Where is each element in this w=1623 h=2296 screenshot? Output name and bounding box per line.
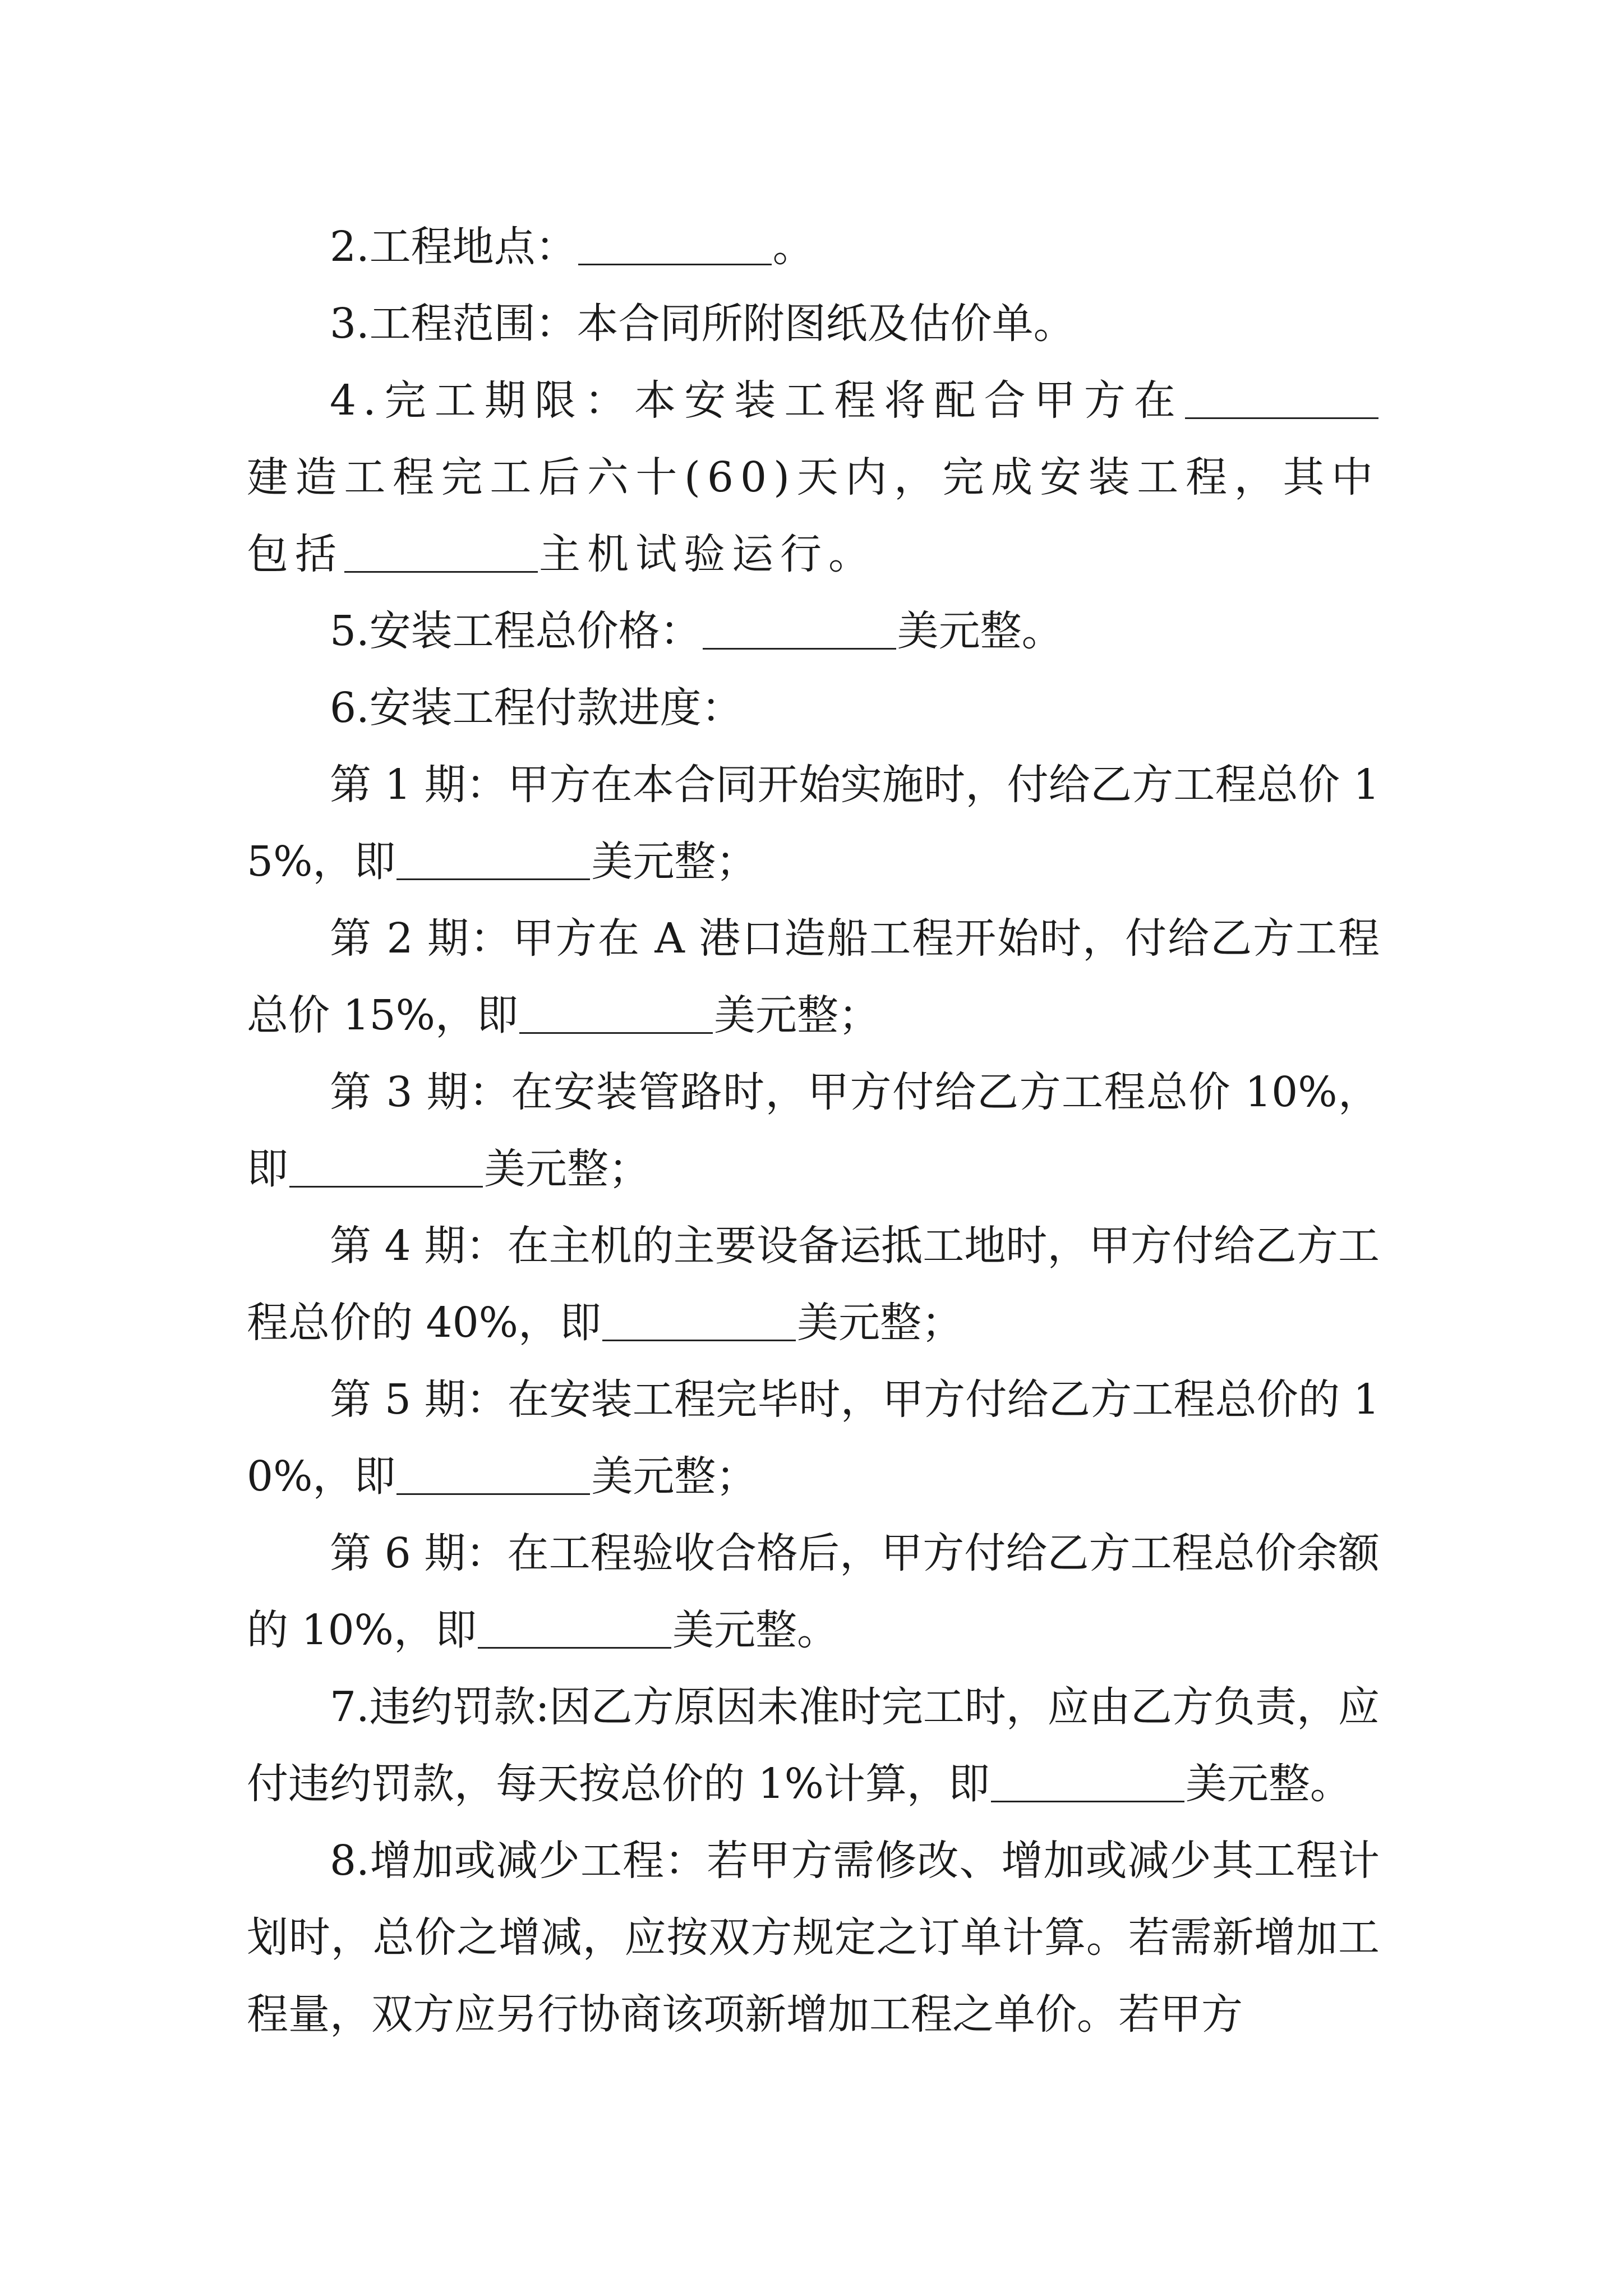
clause-text: 美元整； — [484, 1145, 650, 1193]
clause-text: 第 5 期：在安装工程完毕时，甲方付给乙方工程总价的 10%，即 — [247, 1375, 1380, 1501]
contract-body — [247, 209, 1380, 2053]
fill-blank[interactable] — [1185, 376, 1378, 419]
clause-text: 4.完工期限：本安装工程将配合甲方在 — [330, 376, 1184, 425]
clause-text: 美元整。 — [897, 607, 1063, 655]
fill-blank[interactable] — [344, 530, 538, 573]
fill-blank[interactable] — [703, 606, 896, 650]
clause-text: 美元整； — [591, 838, 758, 886]
fill-blank[interactable] — [478, 1605, 671, 1649]
clause-scope — [247, 286, 1380, 362]
fill-blank[interactable] — [289, 1144, 483, 1188]
clause-text: 7.违约罚款:因乙方原因未准时完工时，应由乙方负责，应付违约罚款，每天按总价的 1%计算，即 — [247, 1683, 1380, 1808]
clause-text: 第 1 期：甲方在本合同开始实施时，付给乙方工程总价 15%，即 — [247, 761, 1380, 886]
payment-installment-5 — [247, 1361, 1380, 1515]
clause-text: 6.安装工程付款进度： — [330, 684, 743, 732]
clause-text: 主机试验运行。 — [539, 530, 877, 578]
payment-installment-2 — [247, 900, 1380, 1054]
fill-blank[interactable] — [578, 222, 772, 265]
clause-text: 美元整； — [714, 991, 880, 1039]
clause-text: 美元整。 — [672, 1606, 838, 1654]
clause-text: 2.工程地点： — [330, 223, 577, 271]
clause-text: 8.增加或减少工程：若甲方需修改、增加或减少其工程计划时，总价之增减，应按双方规定之订单计算。若需新增加工程量，双方应另行协商该项新增加工程之单价。若甲方 — [247, 1837, 1380, 2039]
clause-text: 美元整。 — [1185, 1760, 1352, 1808]
fill-blank[interactable] — [519, 991, 713, 1034]
clause-text: 第 2 期：甲方在 A 港口造船工程开始时，付给乙方工程总价 15%，即 — [247, 914, 1380, 1039]
payment-installment-3 — [247, 1054, 1380, 1208]
clause-text: 建造工程完工后六十(60)天内，完成安装工程，其中包括 — [247, 453, 1380, 578]
clause-penalty — [247, 1669, 1380, 1823]
payment-installment-6 — [247, 1515, 1380, 1669]
clause-text: 美元整； — [797, 1299, 963, 1347]
clause-deadline — [247, 362, 1380, 593]
payment-installment-4 — [247, 1208, 1380, 1361]
clause-text: 5.安装工程总价格： — [330, 607, 702, 655]
fill-blank[interactable] — [602, 1298, 796, 1341]
clause-text: 第 6 期：在工程验收合格后，甲方付给乙方工程总价余额的 10%，即 — [247, 1529, 1380, 1654]
clause-change-order — [247, 1823, 1380, 2053]
clause-text: 第 3 期：在安装管路时，甲方付给乙方工程总价 10%，即 — [247, 1068, 1380, 1193]
fill-blank[interactable] — [396, 837, 590, 880]
clause-payment-schedule — [247, 670, 1380, 747]
clause-text: 美元整； — [591, 1452, 758, 1501]
clause-text: 第 4 期：在主机的主要设备运抵工地时，甲方付给乙方工程总价的 40%，即 — [247, 1222, 1380, 1347]
fill-blank[interactable] — [991, 1759, 1184, 1802]
clause-total-price — [247, 593, 1380, 670]
clause-location — [247, 209, 1380, 286]
fill-blank[interactable] — [396, 1452, 590, 1495]
payment-installment-1 — [247, 747, 1380, 900]
clause-text: 3.工程范围：本合同所附图纸及估价单。 — [330, 300, 1075, 348]
clause-text: 。 — [772, 223, 814, 271]
